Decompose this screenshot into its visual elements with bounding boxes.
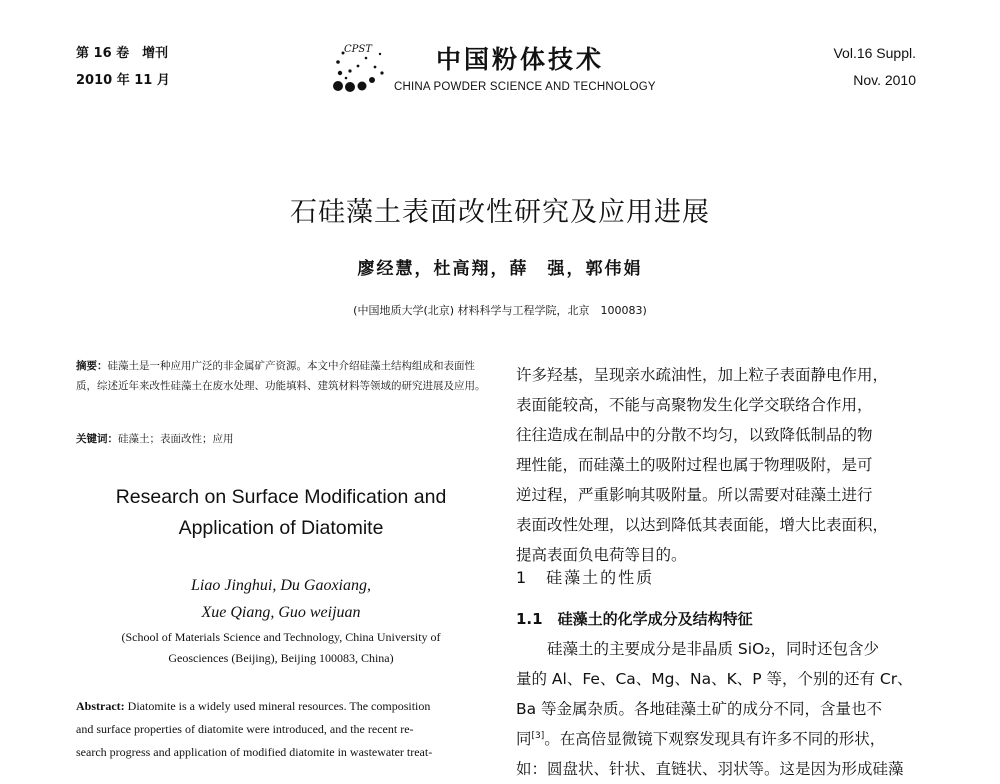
keywords-cn-text: 硅藻土；表面改性；应用 — [118, 433, 234, 445]
body-line: Ba 等金属杂质。各地硅藻土矿的成分不同，含量也不 — [516, 700, 883, 718]
section-heading-1: 1 硅藻土的性质 — [516, 568, 655, 587]
english-authors-line: Xue Qiang, Guo weijuan — [201, 604, 361, 621]
date-en: Nov. 2010 — [853, 72, 916, 88]
journal-logo-icon — [330, 40, 390, 96]
keywords-cn-label: 关键词： — [76, 433, 118, 445]
english-abstract-line: search progress and application of modified diatomite in wastewater treat- — [76, 745, 433, 759]
body-paragraph-1 — [516, 360, 920, 570]
english-abstract-label: Abstract: — [76, 699, 125, 713]
journal-name-en: CHINA POWDER SCIENCE AND TECHNOLOGY — [394, 81, 656, 93]
abstract-cn-label: 摘要： — [76, 360, 108, 372]
body-line: 理性能，而硅藻土的吸附过程也属于物理吸附，是可 — [516, 456, 873, 474]
english-affiliation-line: (School of Materials Science and Technology, China University of — [121, 630, 441, 644]
body-text: 。在高倍显微镜下观察发现具有许多不同的形状， — [544, 730, 886, 748]
body-line — [516, 724, 920, 754]
section-heading-1-1: 1.1 硅藻土的化学成分及结构特征 — [516, 610, 753, 628]
english-title-line: Application of Diatomite — [178, 517, 384, 539]
body-line: 表面改性处理，以达到降低其表面能，增大比表面积， — [516, 516, 889, 534]
abstract-cn-text: 硅藻土是一种应用广泛的非金属矿产资源。本文中介绍硅藻土结构组成和表面性质，综述近年来改性硅藻土在废水处理、功能填料、建筑材料等领域的研究进展及应用。 — [76, 360, 486, 392]
affiliation: (中国地质大学(北京) 材料科学与工程学院，北京 100083) — [353, 304, 647, 317]
citation-ref[interactable]: [3] — [531, 730, 545, 741]
volume-cn: 第 16 卷 增刊 — [76, 46, 169, 61]
logo-text: CPST — [344, 44, 372, 55]
body-paragraph-2 — [516, 634, 920, 784]
english-abstract-text: Diatomite is a widely used mineral resources. The composition — [124, 699, 431, 713]
paper-title: 石硅藻土表面改性研究及应用进展 — [290, 197, 710, 228]
english-authors-line: Liao Jinghui, Du Gaoxiang, — [191, 577, 371, 594]
date-cn: 2010 年 11 月 — [76, 73, 170, 88]
abstract-cn — [76, 356, 486, 396]
body-line: 表面能较高，不能与高聚物发生化学交联络合作用， — [516, 396, 873, 414]
english-title — [76, 482, 486, 544]
body-line: 许多羟基，呈现亲水疏油性，加上粒子表面静电作用， — [516, 366, 889, 384]
volume-en: Vol.16 Suppl. — [833, 45, 916, 61]
english-title-line: Research on Surface Modification and — [115, 486, 447, 508]
keywords-cn — [76, 431, 486, 446]
english-affiliation-line: Geosciences (Beijing), Beijing 100083, China) — [168, 651, 394, 665]
journal-name-cn: 中国粉体技术 — [436, 45, 605, 74]
english-affiliation — [76, 627, 486, 669]
author-list: 廖经慧，杜高翔，薛 强，郭伟娟 — [357, 259, 643, 279]
body-line: 如：圆盘状、针状、直链状、羽状等。这是因为形成硅藻 — [516, 760, 904, 778]
body-line: 提高表面负电荷等目的。 — [516, 546, 687, 564]
body-line: 硅藻土的主要成分是非晶质 SiO₂，同时还包含少 — [516, 640, 879, 658]
header-volume-cn — [76, 40, 170, 94]
body-text: 同 — [516, 730, 532, 748]
header-volume-en — [806, 40, 916, 94]
body-line: 量的 Al、Fe、Ca、Mg、Na、K、P 等，个别的还有 Cr、 — [516, 670, 913, 688]
english-abstract-line — [76, 695, 486, 718]
body-line: 逆过程，严重影响其吸附量。所以需要对硅藻土进行 — [516, 486, 873, 504]
english-authors — [76, 572, 486, 626]
english-abstract — [76, 695, 486, 764]
body-line: 往往造成在制品中的分散不均匀，以致降低制品的物 — [516, 426, 873, 444]
english-abstract-line: and surface properties of diatomite were introduced, and the recent re- — [76, 722, 414, 736]
